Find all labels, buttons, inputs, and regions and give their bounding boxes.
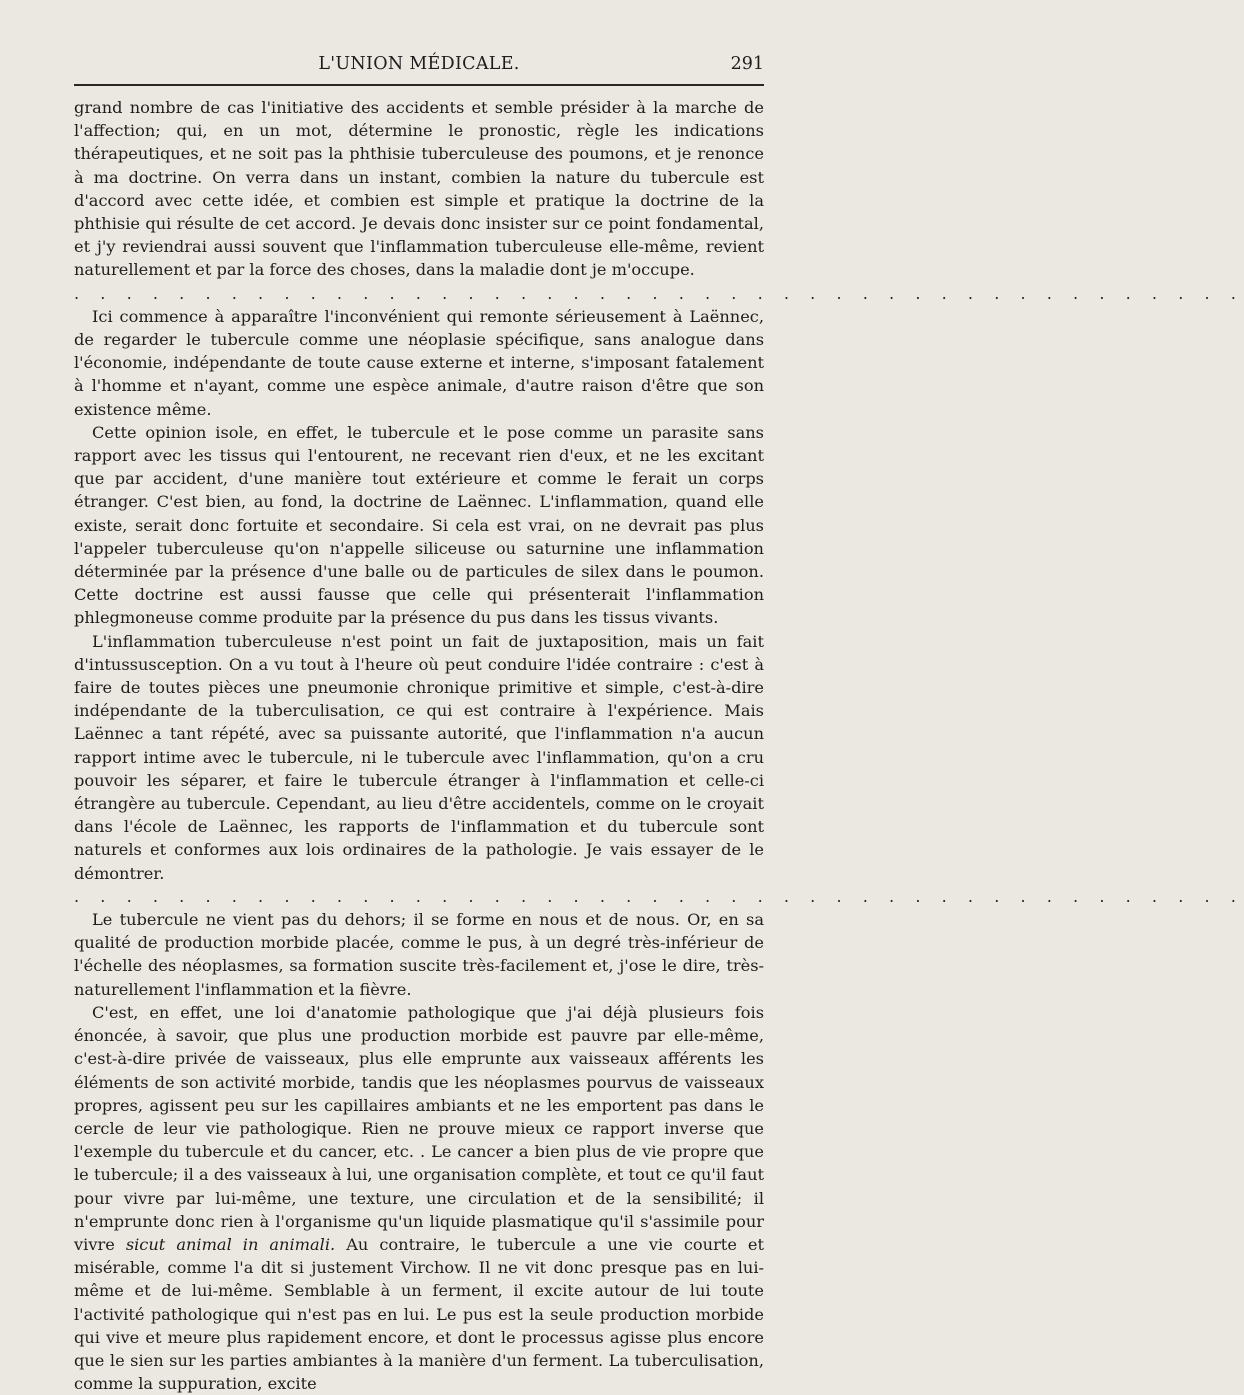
paragraph-3: Cette opinion isole, en effet, le tubercule et le pose comme un parasite sans rapport avec les tissus qui l'entourent, ne recevant rien d'eux, et ne les excitant que par accident, d'une manière tout extérieure et comme le ferait un corps étranger. C'est bien, au fond, la doctrine de Laënnec. L'inflammation, quand elle existe, serait donc fortuite et secondaire. Si cela est vrai, on ne devrait pas plus l'appeler tuberculeuse qu'on n'appelle siliceuse ou saturnine une inflammation déterminée par la présence d'une balle ou de particules de silex dans le poumon. Cette doctrine est aussi fausse que celle qui présenterait l'inflammation phlegmoneuse comme produite par la présence du pus dans les tissus vivants.	[74, 422, 764, 628]
paragraph-6	[74, 1001, 764, 1395]
paragraph-2: Ici commence à apparaître l'inconvénient qui remonte sérieusement à Laënnec, de regarder le tubercule comme une néoplasie spécifique, sans analogue dans l'économie, indépendante de toute cause externe et interne, s'imposant fatalement à l'homme et n'ayant, comme une espèce animale, d'autre raison d'être que son existence même.	[74, 306, 764, 419]
ellipsis-separator-1: . . . . . . . . . . . . . . . . . . . . . . . . . . . . . . . . . . . . . . . . . . . . .	[74, 283, 1244, 303]
running-head	[74, 50, 764, 86]
paragraph-6-continuation: Au contraire, le tubercule a une vie courte et misérable, comme l'a dit si justement Virchow. Il ne vit donc presque pas en lui-même et de lui-même. Semblable à un ferment, il excite autour de lui toute l'activité pathologique qui n'est pas en lui. Le pus est la seule production morbide qui vive et meure plus rapidement encore, et dont le processus agisse plus encore que le sien sur les parties ambiantes à la manière d'un ferment. La tuberculisation, comme la suppuration, excite	[74, 1234, 764, 1394]
paragraph-1: grand nombre de cas l'initiative des accidents et semble présider à la marche de l'affection; qui, en un mot, détermine le pronostic, règle les indications thérapeutiques, et ne soit pas la phthisie tuberculeuse des poumons, et je renonce à ma doctrine. On verra dans un instant, combien la nature du tubercule est d'accord avec cette idée, et combien est simple et pratique la doctrine de la phthisie qui résulte de cet accord. Je devais donc insister sur ce point fondamental, et j'y reviendrai aussi souvent que l'inflammation tuberculeuse elle-même, revient naturellement et par la force des choses, dans la maladie dont je m'occupe.	[74, 98, 764, 280]
journal-title: L'UNION MÉDICALE.	[318, 54, 520, 74]
page-number: 291	[730, 54, 764, 74]
paragraph-4: L'inflammation tuberculeuse n'est point un fait de juxtaposition, mais un fait d'intussusception. On a vu tout à l'heure où peut conduire l'idée contraire : c'est à faire de toutes pièces une pneumonie chronique primitive et simple, c'est-à-dire indépendante de la tuberculisation, ce qui est contraire à l'expérience. Mais Laënnec a tant répété, avec sa puissante autorité, que l'inflammation n'a aucun rapport intime avec le tubercule, ni le tubercule avec l'inflammation, qu'on a cru pouvoir les séparer, et faire le tubercule étranger à l'inflammation et celle-ci étrangère au tubercule. Cependant, au lieu d'être accidentels, comme on le croyait dans l'école de Laënnec, les rapports de l'inflammation et du tubercule sont naturels et conformes aux lois ordinaires de la pathologie. Je vais essayer de le démontrer.	[74, 631, 764, 883]
paragraph-5: Le tubercule ne vient pas du dehors; il se forme en nous et de nous. Or, en sa qualité de production morbide placée, comme le pus, à un degré très-inférieur de l'échelle des néoplasmes, sa formation suscite très-facilement et, j'ose le dire, très-naturellement l'inflammation et la fièvre.	[74, 910, 764, 999]
article-body	[74, 96, 1244, 1395]
latin-phrase: sicut animal in animali.	[125, 1234, 336, 1254]
ellipsis-separator-2: . . . . . . . . . . . . . . . . . . . . . . . . . . . . . . . . . . . . . . . . . . . . .	[74, 886, 1244, 906]
paragraph-6-text: C'est, en effet, une loi d'anatomie pathologique que j'ai déjà plusieurs fois énoncée, à savoir, que plus une production morbide est pauvre par elle-même, c'est-à-dire privée de vaisseaux, plus elle emprunte aux vaisseaux afférents les éléments de son activité morbide, tandis que les néoplasmes pourvus de vaisseaux propres, agissent peu sur les capillaires ambiants et ne les emportent pas dans le cercle de leur vie pathologique. Rien ne prouve mieux ce rapport inverse que l'exemple du tubercule et du cancer, etc. . Le cancer a bien plus de vie propre que le tubercule; il a des vaisseaux à lui, une organisation complète, et tout ce qu'il faut pour vivre par lui-même, une texture, une circulation et de la sensibilité; il n'emprunte donc rien à l'organisme qu'un liquide plasmatique qu'il s'assimile pour vivre	[74, 1002, 764, 1254]
